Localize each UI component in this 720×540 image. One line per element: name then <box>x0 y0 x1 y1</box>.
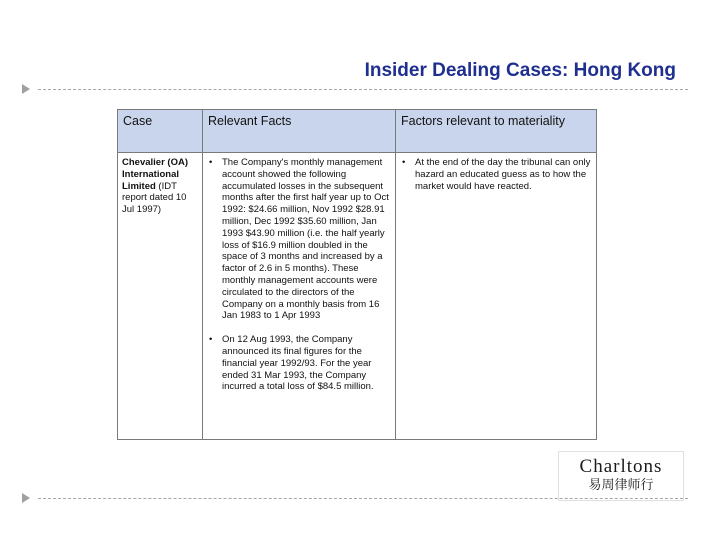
case-cell <box>118 153 203 440</box>
header-materiality-factors: Factors relevant to materiality <box>396 110 597 153</box>
table-header-row <box>118 110 597 153</box>
facts-cell <box>203 153 396 440</box>
logo-english: Charltons <box>579 456 663 477</box>
facts-list <box>207 157 391 393</box>
case-name: Chevalier (OA) International Limited <box>122 157 188 192</box>
fact-item: • The Company's monthly management account showed the following accumulated losses in the subsequent months after the first half year up to Oct 1992: $24.66 million, Nov 1992 $28.91 million, Dec 1992 $35.60 million, Jan 1993 $43.90 million (i.e. the half yearly loss of $16.9 million doubled in the space of 3 months and increased by a factor of 2.6 in 5 months). These monthly management accounts were circulated to the directors of the Company on a monthly basis from 16 Jan 1983 to 1 Apr 1993 <box>207 157 391 322</box>
logo-chinese: 易周律师行 <box>588 478 654 493</box>
case-reference: (IDT report dated 10 Jul 1997) <box>122 180 187 216</box>
slide-title: Insider Dealing Cases: Hong Kong <box>364 60 676 81</box>
charltons-logo <box>558 451 684 501</box>
cases-table <box>117 109 597 440</box>
arrow-bullet-icon <box>22 84 30 94</box>
divider-top <box>38 89 688 90</box>
fact-item: • On 12 Aug 1993, the Company announced its final figures for the financial year 1992/93. For the year ended 31 Mar 1993, the Company incurred a total loss of $84.5 million. <box>207 334 391 393</box>
factors-cell <box>396 153 597 440</box>
arrow-bullet-icon <box>22 493 30 503</box>
table-row <box>118 153 597 440</box>
divider-bottom <box>38 498 688 499</box>
header-relevant-facts: Relevant Facts <box>203 110 396 153</box>
factor-item: • At the end of the day the tribunal can only hazard an educated guess as to how the market would have reacted. <box>400 157 592 192</box>
header-case: Case <box>118 110 203 153</box>
factors-list <box>400 157 592 192</box>
